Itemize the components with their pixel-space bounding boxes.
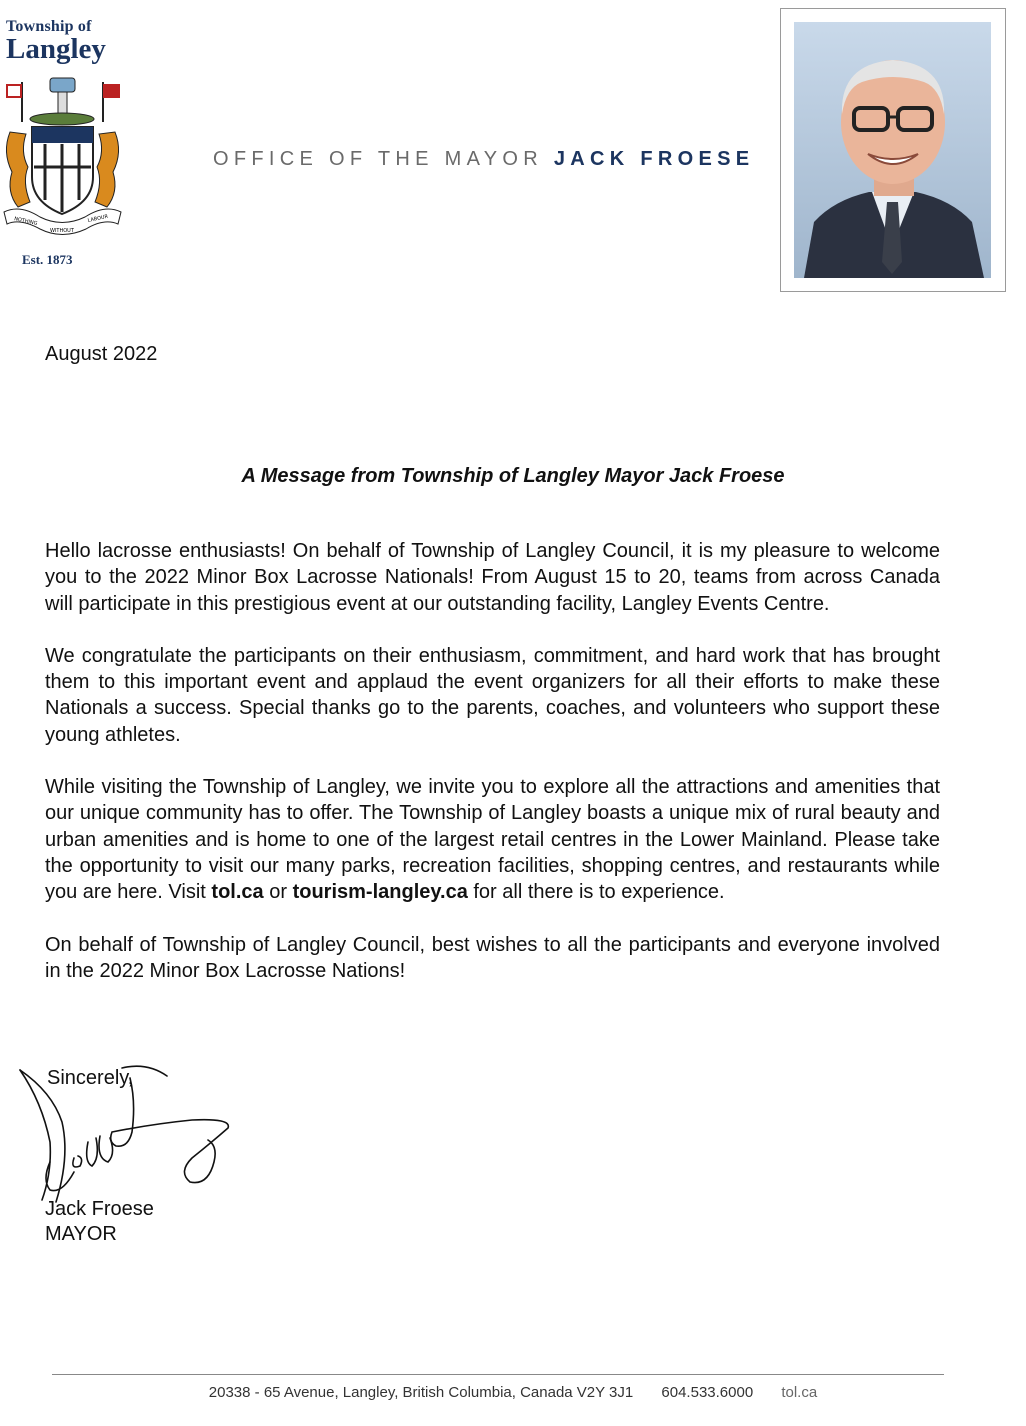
- signer-name: Jack Froese: [45, 1198, 154, 1220]
- signature-icon: [12, 1062, 252, 1212]
- motto-word-1: NOTHING: [13, 216, 38, 227]
- logo-line-1: Township of: [6, 18, 92, 35]
- mayor-photo-frame: [780, 8, 1006, 292]
- footer-website[interactable]: tol.ca: [781, 1384, 818, 1401]
- office-prefix: OFFICE OF THE MAYOR: [213, 148, 543, 170]
- paragraph-3-or: or: [269, 881, 288, 904]
- letter-heading: A Message from Township of Langley Mayor Jack Froese: [241, 465, 785, 487]
- township-logo: [6, 18, 131, 63]
- signer-block: [45, 1197, 154, 1247]
- footer-phone: 604.533.6000: [661, 1384, 754, 1401]
- signer-title: MAYOR: [45, 1223, 117, 1245]
- office-of-the-mayor-header: [213, 148, 754, 171]
- paragraph-1: Hello lacrosse enthusiasts! On behalf of Township of Langley Council, it is my pleasure to welcome you to the 2022 Minor Box Lacrosse Nationals! From August 15 to 20, teams from across Canada will participate in this prestigious event at our outstanding facility, Langley Events Centre.: [45, 540, 940, 615]
- motto-word-3: LABOUR: [87, 213, 109, 224]
- paragraph-3-text: While visiting the Township of Langley, we invite you to explore all the attractions and amenities that our unique community has to offer. The Township of Langley boasts a unique mix of rural beauty and urban amenities and is home to one of the largest retail centres in the Lower Mainland. Please take the opportunity to visit our many parks, recreation facilities, shopping centres, and restaurants while you are here. Visit: [45, 776, 940, 904]
- paragraph-3-end: for all there is to experience.: [473, 881, 725, 904]
- tol-link[interactable]: tol.ca: [211, 881, 264, 904]
- paragraph-4: On behalf of Township of Langley Council, best wishes to all the participants and everyone involved in the 2022 Minor Box Lacrosse Nations!: [45, 933, 940, 982]
- coat-of-arms-icon: [0, 72, 125, 242]
- footer-divider: [52, 1374, 944, 1375]
- logo-line-2: Langley: [6, 33, 106, 65]
- footer: [0, 1384, 1026, 1401]
- mayor-name-header: JACK FROESE: [553, 148, 755, 170]
- footer-address: 20338 - 65 Avenue, Langley, British Columbia, Canada V2Y 3J1: [208, 1384, 634, 1401]
- paragraph-3: [45, 774, 940, 905]
- established-year: Est. 1873: [22, 252, 73, 267]
- paragraph-2: We congratulate the participants on their enthusiasm, commitment, and hard work that has brought them to this important event and applaud the event organizers for all their efforts to make these Nationals a success. Special thanks go to the parents, coaches, and volunteers who support these young athletes.: [45, 644, 940, 746]
- mayor-photo: [794, 22, 991, 278]
- motto-word-2: WITHOUT: [50, 228, 74, 234]
- letter-body: [45, 538, 940, 1010]
- closing: Sincerely,: [47, 1067, 134, 1089]
- tourism-langley-link[interactable]: tourism-langley.ca: [292, 881, 468, 904]
- letter-date: August 2022: [45, 343, 158, 365]
